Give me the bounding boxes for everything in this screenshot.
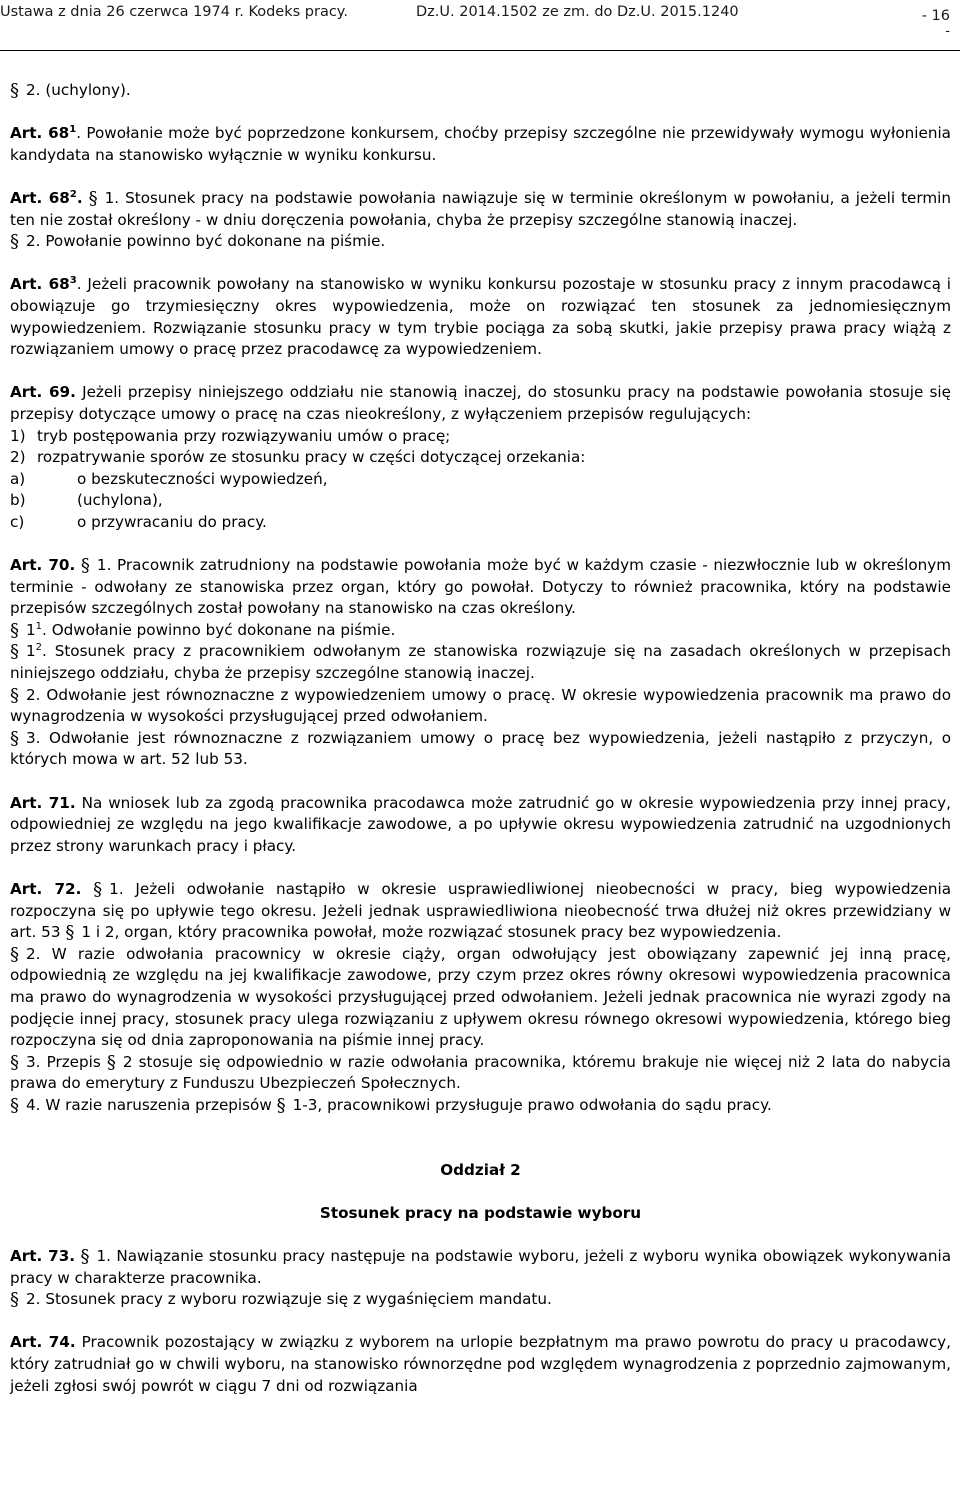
article-number: Art. $68^3$ xyxy=(10,275,77,294)
section-sign: § xyxy=(65,922,75,944)
section-sign: § xyxy=(10,1094,19,1116)
header-divider xyxy=(0,50,960,51)
section-sign: § xyxy=(10,1051,19,1073)
paragraph: § 2. Stosunek pracy z wyboru rozwiązuje się z wygaśnięciem mandatu. xyxy=(10,1289,552,1311)
paragraph: § 2. Odwołanie jest równoznaczne z wypowiedzeniem umowy o pracę. W okresie wypowiedzenia pracownik ma prawo do wynagrodzenia w wysokości przysługującej przed odwołaniem. xyxy=(10,684,951,726)
article-70: Art. 70. § 1. Pracownik zatrudniony na podstawie powołania może być w każdym czasie - niezwłocznie lub w określonym terminie - odwołany ze stanowiska przez organ, który go powołał. Dotyczy to również pracownika, który na podstawie przepisów szczególnych został powołany na stanowisko na czas określony. xyxy=(10,555,952,618)
list-item: 1) tryb postępowania przy rozwiązywaniu umów o pracę; xyxy=(10,426,451,445)
article-68-1: Art. $68^1$. Powołanie może być poprzedzone konkursem, choćby przepisy szczególne nie przewidywały wymogu wyłonienia kandydata na stanowisko wyłącznie w wyniku konkursu. xyxy=(10,124,951,164)
article-number: Art. 72. xyxy=(10,879,82,898)
document-body xyxy=(10,80,951,1397)
article-number: Art. $68^2$. xyxy=(10,188,83,207)
page-header xyxy=(0,4,950,39)
article-number: Art. 69. xyxy=(10,383,76,402)
article-74: Art. 74. Pracownik pozostający w związku z wyborem na urlopie bezpłatnym ma prawo powrotu do pracy u pracodawcy, który zatrudniał go w chwili wyboru, na stanowisko równorzędne pod względem wynagrodzenia z poprzednio zajmowanym, jeżeli zgłosi swój powrót w ciągu 7 dni od rozwiązania xyxy=(10,1333,952,1395)
section-sign: § xyxy=(276,1094,286,1116)
paragraph: § 3. Odwołanie jest równoznaczne z rozwiązaniem umowy o pracę bez wypowiedzenia, jeżeli nastąpiło z przyczyn, o których mowa w art. 52 lub 53. xyxy=(10,727,951,769)
list-item: b) (uchylona), xyxy=(10,491,163,510)
paragraph: § 3. Przepis § 2 stosuje się odpowiednio w razie odwołania pracownika, któremu brakuje nie więcej niż 2 lata do nabycia prawa do emerytury z Funduszu Ubezpieczeń Społecznych. xyxy=(10,1051,951,1093)
paragraph: § 2. (uchylony). xyxy=(10,80,131,101)
section-sign: § xyxy=(93,878,103,900)
section-sign: § xyxy=(10,727,19,749)
section-sign: § xyxy=(10,943,19,965)
header-act-title: Ustawa z dnia 26 czerwca 1974 r. Kodeks pracy. xyxy=(0,4,348,20)
paragraph: § $1^2$. Stosunek pracy z pracownikiem odwołanym ze stanowiska rozwiązuje się na zasadach określonych w przepisach niniejszego oddziału, chyba że przepisy szczególne stanowią inaczej. xyxy=(10,641,951,683)
page-number-dash: - xyxy=(945,24,950,39)
section-sign: § xyxy=(10,231,19,253)
division-heading: Oddział 2 xyxy=(440,1160,521,1179)
section-sign: § xyxy=(10,1289,19,1311)
list-item: c) o przywracaniu do pracy. xyxy=(10,512,267,531)
article-number: Art. 74. xyxy=(10,1333,76,1352)
article-number: Art. 70. xyxy=(10,556,76,575)
paragraph: § $1^1$. Odwołanie powinno być dokonane na piśmie. xyxy=(10,619,396,641)
article-68-2: Art. $68^2$. § 1. Stosunek pracy na podstawie powołania nawiązuje się w terminie określonym w powołaniu, a jeżeli termin ten nie został określony - w dniu doręczenia powołania, chyba że przepisy szczególne stanowią inaczej. xyxy=(10,187,951,229)
section-sign: § xyxy=(80,1246,90,1268)
article-73: Art. 73. § 1. Nawiązanie stosunku pracy następuje na podstawie wyboru, jeżeli z wyboru wynika obowiązek wykonywania pracy w charakterze pracownika. xyxy=(10,1246,952,1287)
section-sign: § xyxy=(10,80,19,101)
article-number: Art. 73. xyxy=(10,1247,76,1266)
article-68-3: Art. $68^3$. Jeżeli pracownik powołany na stanowisko w wyniku konkursu pozostaje w stosunku pracy z innym pracodawcą i obowiązuje go trzymiesięczny okres wypowiedzenia, może on rozwiązać ten stosunek za jednomiesięcznym wypowiedzeniem. Rozwiązanie stosunku pracy w tym trybie pociąga za sobą skutki, jakie przepisy prawa pracy wiążą z rozwiązaniem umowy o pracę przez pracodawcę za wypowiedzeniem. xyxy=(10,275,951,359)
section-sign: § xyxy=(10,619,19,641)
list-item: 2) rozpatrywanie sporów ze stosunku pracy w części dotyczącej orzekania: xyxy=(10,448,586,467)
division-title: Stosunek pracy na podstawie wyboru xyxy=(319,1203,642,1222)
paragraph: § 4. W razie naruszenia przepisów § 1-3, pracownikowi przysługuje prawo odwołania do sądu pracy. xyxy=(10,1094,772,1116)
article-number: Art. 71. xyxy=(10,793,76,812)
header-journal-reference: Dz.U. 2014.1502 ze zm. do Dz.U. 2015.1240 xyxy=(416,4,739,20)
list-item: a) o bezskuteczności wypowiedzeń, xyxy=(10,469,328,488)
article-number: Art. $68^1$ xyxy=(10,124,77,143)
article-71: Art. 71. Na wniosek lub za zgodą pracownika pracodawca może zatrudnić go w okresie wypowiedzenia przy innej pracy, odpowiedniej ze względu na jego kwalifikacje zawodowe, a po upływie okresu wypowiedzenia zatrudnić na uzgodnionych przez strony warunkach pracy i płacy. xyxy=(10,793,951,855)
section-sign: § xyxy=(80,555,90,577)
paragraph: § 2. Powołanie powinno być dokonane na piśmie. xyxy=(10,231,386,253)
section-sign: § xyxy=(10,684,19,706)
article-72: Art. 72. § 1. Jeżeli odwołanie nastąpiło w okresie usprawiedliwionej nieobecności w pracy, bieg wypowiedzenia rozpoczyna się po upływie tego okresu. Jeżeli jednak usprawiedliwiona nieobecność trwa dłużej niż okres przewidziany w art. 53 § 1 i 2, organ, który pracownika powołał, może rozwiązać stosunek pracy bez wypowiedzenia. xyxy=(10,878,952,944)
section-sign: § xyxy=(10,641,19,663)
page-number: - 16 xyxy=(921,8,950,24)
section-sign: § xyxy=(88,187,98,209)
section-sign: § xyxy=(106,1051,116,1073)
article-69: Art. 69. Jeżeli przepisy niniejszego oddziału nie stanowią inaczej, do stosunku pracy na podstawie powołania stosuje się przepisy dotyczące umowy o pracę na czas nieokreślony, z wyłączeniem przepisów regulujących: xyxy=(10,383,951,423)
paragraph: § 2. W razie odwołania pracownicy w okresie ciąży, organ odwołujący jest obowiązany zapewnić jej inną pracę, odpowiednią ze względu na jej kwalifikacje zawodowe, przy czym przez okres równy okresowi wypowiedzenia pracownica ma prawo do wynagrodzenia w wysokości przysługującej przed odwołaniem. Jeżeli jednak pracownica nie wyrazi zgody na podjęcie innej pracy, stosunek pracy ulega rozwiązaniu z upływem okresu równego okresowi wypowiedzenia, którego bieg rozpoczyna się od dnia zaproponowania na piśmie innej pracy. xyxy=(10,943,951,1050)
